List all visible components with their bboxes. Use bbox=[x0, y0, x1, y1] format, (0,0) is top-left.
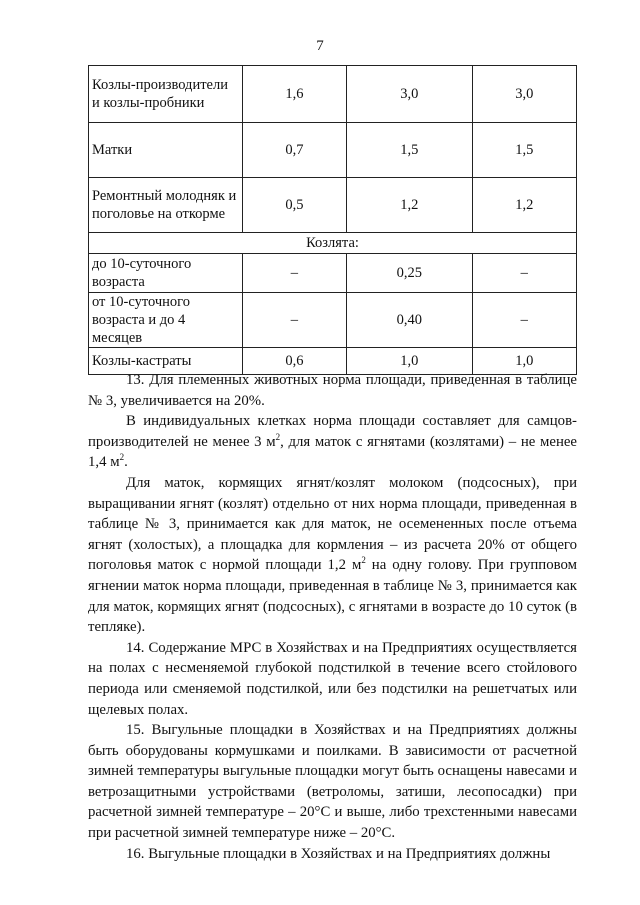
paragraph-15: 15. Выгульные площадки в Хозяйствах и на Предприятиях должны быть оборудованы кормушками и поилками. В зависимости от расчетной зимней температуры выгульные площадки могут быть оснащены навесами и ветрозащитными устройствами (ветроломы, затиши, лесопосадки) при расчетной зимней температуре – 20°C и выше, либо трехстенными навесами при расчетной зимней температуре ниже – 20°C. bbox=[88, 722, 577, 842]
row-label: до 10-суточного возраста bbox=[89, 254, 243, 293]
row-label: Козлы-производители и козлы-пробники bbox=[89, 66, 243, 123]
cell-value: 1,6 bbox=[242, 66, 346, 123]
text-segment: на одну голову. При групповом ягнении маток норма площади, приведенная в таблице № 3, принимается как для маток, кормящих ягнят (подсосных), с ягнятами в возрасте до 10 суток (в тепляке). bbox=[88, 557, 577, 636]
document-body bbox=[88, 370, 577, 864]
cell-value: 0,40 bbox=[347, 293, 472, 348]
table-row bbox=[89, 293, 577, 348]
group-label: Козлята: bbox=[89, 233, 577, 254]
paragraph-13-ewes bbox=[88, 473, 577, 638]
cell-value: 1,0 bbox=[472, 348, 577, 375]
superscript: 2 bbox=[119, 452, 125, 463]
cell-value: 1,5 bbox=[472, 123, 577, 178]
superscript: 2 bbox=[361, 555, 366, 566]
cell-value: 0,6 bbox=[242, 348, 346, 375]
area-norms-table bbox=[88, 65, 577, 375]
text-segment: Для маток, кормящих ягнят/козлят молоком (подсосных), при выращивании ягнят (козлят) отдельно от них норма площади, приведенная в таблице № 3, принимается как для маток, не осемененных после отъема ягнят (холостых), а площадка для кормления – из расчета 20% от общего поголовья маток с нормой площади 1,2 м bbox=[88, 474, 577, 574]
cell-value: – bbox=[472, 254, 577, 293]
table-row bbox=[89, 66, 577, 123]
paragraph-14: 14. Содержание МРС в Хозяйствах и на Предприятиях осуществляется на полах с несменяемой глубокой подстилкой в течение всего стойлового периода или сменяемой подстилкой, или без подстилки на решетчатых или щелевых полах. bbox=[88, 639, 577, 718]
paragraph-16: 16. Выгульные площадки в Хозяйствах и на Предприятиях должны bbox=[126, 845, 551, 862]
text-segment: , для маток с ягнятами (козлятами) – не менее 1,4 м bbox=[88, 433, 578, 471]
cell-value: – bbox=[242, 254, 346, 293]
page-number: 7 bbox=[316, 38, 324, 54]
table-row bbox=[89, 178, 577, 233]
superscript: 2 bbox=[275, 431, 281, 442]
row-label: Матки bbox=[89, 123, 243, 178]
row-label: Ремонтный молодняк и поголовье на откорме bbox=[89, 178, 243, 233]
cell-value: 0,5 bbox=[242, 178, 346, 233]
cell-value: 1,0 bbox=[347, 348, 472, 375]
text-segment: . bbox=[124, 454, 128, 471]
cell-value: – bbox=[242, 293, 346, 348]
row-label: от 10-суточного возраста и до 4 месяцев bbox=[89, 293, 243, 348]
paragraph-13: 13. Для племенных животных норма площади, приведенная в таблице № 3, увеличивается на 20%. bbox=[88, 372, 577, 409]
cell-value: 0,25 bbox=[347, 254, 472, 293]
table-row bbox=[89, 123, 577, 178]
cell-value: 1,2 bbox=[347, 178, 472, 233]
row-label: Козлы-кастраты bbox=[89, 348, 243, 375]
cell-value: 0,7 bbox=[242, 123, 346, 178]
cell-value: – bbox=[472, 293, 577, 348]
table-group-header bbox=[89, 233, 577, 254]
cell-value: 1,5 bbox=[347, 123, 472, 178]
cell-value: 3,0 bbox=[347, 66, 472, 123]
paragraph-13-cages bbox=[88, 411, 577, 473]
cell-value: 3,0 bbox=[472, 66, 577, 123]
cell-value: 1,2 bbox=[472, 178, 577, 233]
table-row bbox=[89, 254, 577, 293]
text-segment: В индивидуальных клетках норма площади составляет для самцов-производителей не менее 3 м bbox=[88, 413, 577, 450]
